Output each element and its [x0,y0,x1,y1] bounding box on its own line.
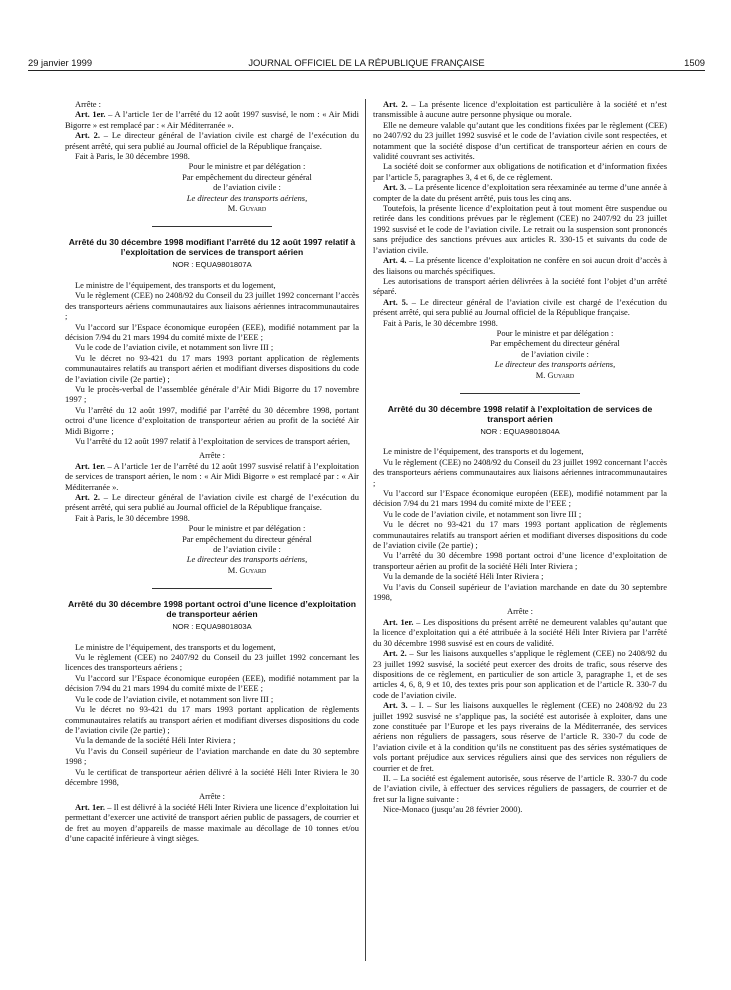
signature-line: Pour le ministre et par délégation : [496,327,614,338]
article-heading: Art. 2. [75,130,100,141]
arrete-label: Arrête : [198,450,225,461]
article-heading: Art. 1er. [383,616,414,627]
article-heading: Art. 3. [383,700,408,711]
article-paragraph [373,182,667,203]
decree-paragraph: Vu le règlement (CEE) no 2408/92 du Conseil du 23 juillet 1992 concernant l’accès des transporteurs aériens communautaires aux liaisons aériennes intracommunautaires ; [65,290,359,322]
article-text: – I. – Sur les liaisons auxquelles le règlement (CEE) no 2408/92 du 23 juillet 1992 susvisé ne s’applique pas, la société est autorisée à exploiter, dans une zone constituée par l’Europe et les pays riverains de la Méditerranée, des services aériens non réguliers de passagers, sous réserve de l’article R. 330-7 du code de l’aviation civile et à la condition qu’ils ne constituent pas des séries systématiques de vols portant préjudice aux services réguliers ainsi que des services non réguliers de courrier et de fret. [373,700,667,773]
article-heading: Art. 3. [383,182,407,193]
signature-line: Par empêchement du directeur général [490,338,620,349]
article-heading: Art. 1er. [75,460,106,471]
arrete-label: Arrête : [198,791,225,802]
signatory-name: M. Guyard [535,369,575,380]
article-text: – Le directeur général de l’aviation civile est chargé de l’exécution du présent arrêté, qui sera publié au Journal officiel de la République française. [65,130,359,151]
header-title: JOURNAL OFFICIEL DE LA RÉPUBLIQUE FRANÇAISE [248,57,485,68]
decree-title: Arrêté du 30 décembre 1998 relatif à l’exploitation de services de transport aérien [387,403,653,424]
arrete-label: Arrête : [75,99,102,109]
signature-line: Pour le ministre et par délégation : [188,523,306,534]
signature-line: de l’aviation civile : [213,544,281,555]
signatory-name: M. Guyard [227,203,267,214]
signature-block [135,161,359,213]
decree-paragraph: Le ministre de l’équipement, des transports et du logement, [75,641,276,652]
article-paragraph [373,255,667,276]
article-paragraph: Toutefois, la présente licence d’exploitation peut à tout moment être suspendue ou retirée dans les conditions prévues par le règlement (CEE) no 2407/92 du 23 juillet 1992 susvisé et le code de l’aviation civile. Le retrait ou la suspension sont prononcés sans préjudice des sanctions prévues aux articles R. 330-15 et suivants du code de l’aviation civile. [373,203,667,255]
article-paragraph [65,130,359,151]
route-line: Nice-Monaco (jusqu’au 28 février 2000). [383,804,523,815]
article-paragraph [373,700,667,773]
decree-paragraph: Vu l’accord sur l’Espace économique européen (EEE), modifié notamment par la décision 7/94 du 21 mars 1994 du comité mixte de l’EEE ; [65,672,359,694]
article-paragraph [373,648,667,700]
decree-paragraph: Vu l’arrêté du 12 août 1997 relatif à l’exploitation de services de transport aérien, [75,435,351,446]
fait-line: Fait à Paris, le 30 décembre 1998. [75,512,190,523]
page-header [28,57,705,71]
article-paragraph: Les autorisations de transport aérien délivrées à la société font l’objet d’un arrêté séparé. [373,275,667,297]
article-text: – Le directeur général de l’aviation civile est chargé de l’exécution du présent arrêté, qui sera publié au Journal officiel de la République française. [373,296,667,318]
decree-paragraph: Vu le code de l’aviation civile, et notamment son livre III ; [75,693,274,704]
decree-title: Arrêté du 30 décembre 1998 modifiant l’arrêté du 12 août 1997 relatif à l’exploitation de services de transport aérien [68,237,356,258]
signature-line: Le directeur des transports aériens, [186,554,308,565]
article-text: – La présente licence d’exploitation sera réexaminée au terme d’une année à compter de la date du présent arrêté, puis tous les cinq ans. [373,182,667,203]
article-heading: Art. 1er. [75,801,106,812]
article-heading: Art. 2. [383,99,408,109]
article-text: – Sur les liaisons auxquelles s’applique le règlement (CEE) no 2408/92 du 23 juillet 1992 susvisé, la société peut exercer des droits de trafic, sous réserve des dispositions de ce règlement, en particulier de son article 3, paragraphe 1, et de ses articles 4, 6, 8, 9 et 10, des textes pris pour son application et de l’article R. 330-7 du code de l’aviation civile. [373,648,668,700]
right-column [373,99,667,815]
article-paragraph: La société doit se conformer aux obligations de notification et d’information fixées par l’article 5, paragraphes 3, 4 et 6, de ce règlement. [373,161,667,182]
column-divider [365,99,366,961]
header-date: 29 janvier 1999 [28,57,93,68]
decree-paragraph: Vu la demande de la société Héli Inter Riviera ; [383,571,544,582]
article-text: – La présente licence d’exploitation ne confère en soi aucun droit d’accès à des liaisons ou marchés spécifiques. [373,255,667,276]
decree-paragraph: Vu l’avis du Conseil supérieur de l’aviation marchande en date du 30 septembre 1998 ; [65,745,359,767]
signature-line: Par empêchement du directeur général [182,533,312,544]
section-separator [460,393,580,394]
signature-line: Par empêchement du directeur général [182,171,312,182]
decree-paragraph: Vu le certificat de transporteur aérien délivré à la société Héli Inter Riviera le 30 décembre 1998, [65,766,359,787]
decree-paragraph: Vu l’arrêté du 12 août 1997, modifié par l’arrêté du 30 décembre 1998, portant octroi d’une licence d’exploitation de transporteur aérien au profit de la société Air Midi Bigorre ; [65,404,359,436]
decree-paragraph: Vu le décret no 93-421 du 17 mars 1993 portant application de règlements communautaires relatifs au transport aérien et modifiant diverses dispositions du code de l’aviation civile (2e partie) ; [65,704,359,735]
signature-block [443,328,667,380]
article-paragraph [373,617,667,648]
article-heading: Art. 2. [383,648,407,659]
signature-line: Le directeur des transports aériens, [186,192,308,203]
signature-line: Pour le ministre et par délégation : [188,161,306,172]
article-paragraph [373,297,667,318]
article-text: – A l’article 1er de l’arrêté du 12 août 1997 susvisé, le nom : « Air Midi Bigorre » est remplacé par : « Air Méditerranée ». [65,109,359,130]
decree-paragraph: Le ministre de l’équipement, des transports et du logement, [383,446,584,457]
header-rule [28,70,705,71]
decree-paragraph: Vu l’arrêté du 30 décembre 1998 portant octroi d’une licence d’exploitation de transporteur aérien au profit de la société Héli Inter Riviera ; [373,550,667,571]
decree-paragraph: Le ministre de l’équipement, des transports et du logement, [75,279,276,290]
article-paragraph [65,461,359,492]
decree-paragraph: Vu le décret no 93-421 du 17 mars 1993 portant application de règlements communautaires relatifs au transport aérien et modifiant diverses dispositions du code de l’aviation civile (2e partie) ; [65,352,359,384]
fait-line: Fait à Paris, le 30 décembre 1998. [383,317,498,328]
section-separator [152,588,272,589]
arrete-label: Arrête : [506,606,533,617]
nor-reference: NOR : EQUA9801804A [480,426,560,436]
article-text: – A l’article 1er de l’arrêté du 12 août 1997 susvisé relatif à l’exploitation de services de transport aérien, le nom : « Air Midi Bigorre » est remplacé par : « Air Méditerranée ». [65,460,359,492]
signature-line: Le directeur des transports aériens, [494,359,616,370]
nor-reference: NOR : EQUA9801807A [172,260,252,270]
article-paragraph [373,99,667,120]
signature-line: de l’aviation civile : [213,182,281,193]
article-text: – Les dispositions du présent arrêté ne demeurent valables qu’autant que la licence d’exploitation qui a été attribuée à la société Héli Inter Riviera par l’arrêté du 30 décembre 1998 susvisé est en cours de validité. [373,616,667,648]
article-paragraph [65,492,359,513]
nor-reference: NOR : EQUA9801803A [172,622,252,632]
decree-paragraph: Vu l’accord sur l’Espace économique européen (EEE), modifié notamment par la décision 7/94 du 21 mars 1994 du comité mixte de l’EEE ; [373,488,667,509]
decree-paragraph: Vu le code de l’aviation civile, et notamment son livre III ; [383,508,582,519]
signature-block [135,523,359,575]
decree-paragraph: Vu le procès-verbal de l’assemblée générale d’Air Midi Bigorre du 17 novembre 1997 ; [65,383,359,405]
section-separator [152,226,272,227]
decree-title: Arrêté du 30 décembre 1998 portant octroi d’une licence d’exploitation de transporteur aérien [68,599,356,620]
decree-paragraph: Vu l’avis du Conseil supérieur de l’aviation marchande en date du 30 septembre 1998, [373,581,667,603]
decree-paragraph: Vu la demande de la société Héli Inter Riviera ; [75,735,236,746]
article-text: – La présente licence d’exploitation est particulière à la société et n’est transmissible à aucune autre personne physique ou morale. [373,99,667,120]
article-heading: Art. 2. [75,492,100,502]
article-paragraph [65,109,359,130]
article-heading: Art. 5. [383,296,408,307]
article-paragraph: II. – La société est également autorisée, sous réserve de l’article R. 330-7 du code de l’aviation civile, à effectuer des services réguliers de passagers, de courrier et de fret sur la ligne suivante : [373,772,667,804]
article-paragraph: Elle ne demeure valable qu’autant que les conditions fixées par le règlement (CEE) no 2407/92 du 23 juillet 1992 susvisé et le code de l’aviation civile sont respectées, et notamment que la société dispose d’un certificat de transporteur aérien en cours de validité couvrant ses activités. [373,119,667,162]
article-text: – Le directeur général de l’aviation civile est chargé de l’exécution du présent arrêté, qui sera publié au Journal officiel de la République française. [65,492,359,513]
decree-paragraph: Vu le décret no 93-421 du 17 mars 1993 portant application de règlements communautaires relatifs au transport aérien et modifiant diverses dispositions du code de l’aviation civile (2e partie) ; [373,519,667,551]
article-heading: Art. 1er. [75,109,106,120]
signature-line: de l’aviation civile : [521,348,589,359]
left-column [65,99,359,843]
fait-line: Fait à Paris, le 30 décembre 1998. [75,151,190,162]
article-text: – Il est délivré à la société Héli Inter Riviera une licence d’exploitation lui permettant d’exercer une activité de transport aérien public de passagers, de courrier et de fret au moyen d’appareils de masse maximale au décollage de 10 tonnes et/ou d’une capacité inférieure à vingt sièges. [65,801,359,843]
decree-paragraph: Vu le règlement (CEE) no 2407/92 du Conseil du 23 juillet 1992 concernant les licences des transporteurs aériens ; [65,652,359,673]
article-heading: Art. 4. [383,255,407,266]
decree-paragraph: Vu le règlement (CEE) no 2408/92 du Conseil du 23 juillet 1992 concernant l’accès des transporteurs aériens communautaires aux liaisons aériennes intracommunautaires ; [373,456,667,488]
article-paragraph [65,802,359,844]
decree-paragraph: Vu le code de l’aviation civile, et notamment son livre III ; [75,342,274,353]
decree-paragraph: Vu l’accord sur l’Espace économique européen (EEE), modifié notamment par la décision 7/94 du 21 mars 1994 du comité mixte de l’EEE ; [65,321,359,342]
signatory-name: M. Guyard [227,564,267,575]
header-page-number: 1509 [684,57,705,68]
